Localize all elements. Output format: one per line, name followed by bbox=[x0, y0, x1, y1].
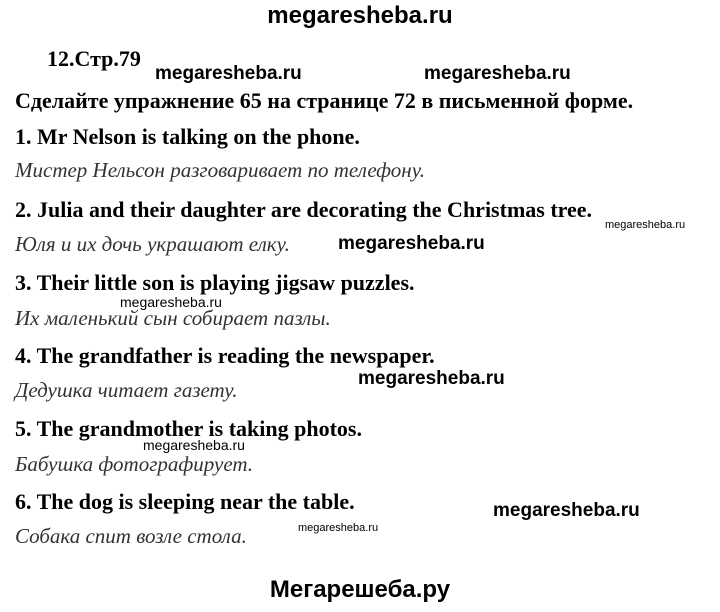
watermark: megaresheba.ru bbox=[298, 522, 379, 534]
item-4-english: 4. The grandfather is reading the newspaper. bbox=[15, 343, 435, 368]
watermark: megaresheba.ru bbox=[424, 63, 571, 84]
watermark: megaresheba.ru bbox=[605, 219, 686, 231]
watermark: megaresheba.ru bbox=[143, 437, 245, 453]
task-number: 12.Стр.79 bbox=[47, 46, 141, 71]
item-5-russian: Бабушка фотографирует. bbox=[15, 452, 254, 476]
item-2-english: 2. Julia and their daughter are decorating the Christmas tree. bbox=[15, 197, 593, 222]
watermark: megaresheba.ru bbox=[155, 63, 302, 84]
item-6-russian: Собака спит возле стола. bbox=[15, 524, 247, 548]
item-3-russian: Их маленький сын собирает пазлы. bbox=[15, 306, 331, 330]
watermark: megaresheba.ru bbox=[493, 500, 640, 521]
site-header: megaresheba.ru bbox=[267, 2, 453, 29]
item-1-russian: Мистер Нельсон разговаривает по телефону. bbox=[15, 158, 425, 182]
item-1-english: 1. Mr Nelson is talking on the phone. bbox=[15, 124, 360, 149]
item-5-english: 5. The grandmother is taking photos. bbox=[15, 416, 362, 441]
item-6-english: 6. The dog is sleeping near the table. bbox=[15, 489, 355, 514]
site-footer: Мегарешеба.ру bbox=[269, 576, 451, 603]
watermark: megaresheba.ru bbox=[338, 233, 485, 254]
item-2-russian: Юля и их дочь украшают елку. bbox=[15, 232, 290, 256]
item-3-english: 3. Their little son is playing jigsaw puzzles. bbox=[15, 270, 415, 295]
task-instruction: Сделайте упражнение 65 на странице 72 в письменной форме. bbox=[15, 88, 634, 113]
watermark: megaresheba.ru bbox=[358, 368, 505, 389]
item-4-russian: Дедушка читает газету. bbox=[15, 378, 238, 402]
watermark: megaresheba.ru bbox=[120, 294, 222, 310]
